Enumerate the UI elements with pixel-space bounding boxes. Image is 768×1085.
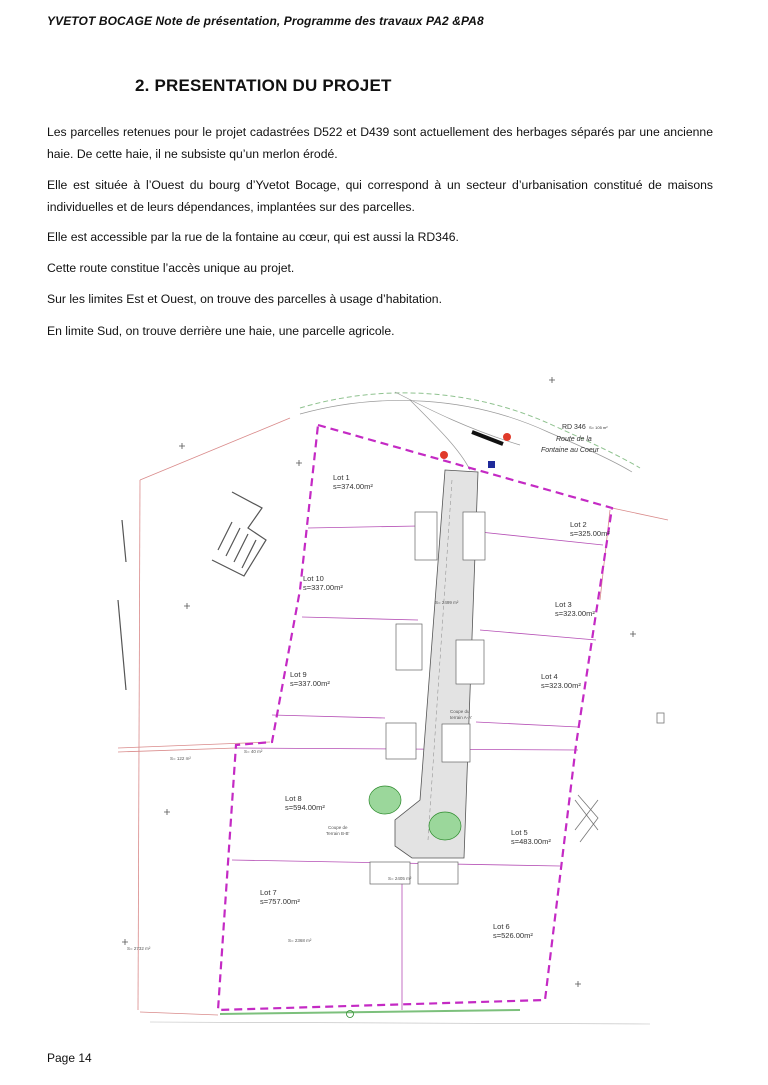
neighbour-parcels (118, 418, 668, 1015)
lot-10-name: Lot 10 (303, 574, 324, 583)
lot-8-name: Lot 8 (285, 794, 302, 803)
label-coupe-a: Coupe du (450, 709, 470, 714)
lot-7-name: Lot 7 (260, 888, 277, 897)
label-coupe-b2: Terrain B-B' (326, 831, 350, 836)
lot-9-name: Lot 9 (290, 670, 307, 679)
lot-3-area: s=323.00m² (555, 609, 595, 618)
lot-1-name: Lot 1 (333, 473, 350, 482)
lot-2-area: s=325.00m² (570, 529, 610, 538)
label-coupe-b: Coupe de (328, 825, 348, 830)
lot-4-area: s=323.00m² (541, 681, 581, 690)
label-area-2732: S= 2732 m² (127, 946, 151, 951)
lot-8-area: s=594.00m² (285, 803, 325, 812)
road-label-route: Route de la (556, 436, 592, 443)
lot-6-area: s=526.00m² (493, 931, 533, 940)
south-hedge (220, 1010, 520, 1014)
lot-10-area: s=337.00m² (303, 583, 343, 592)
label-coupe-a2: terrain A-A' (450, 715, 473, 720)
east-neighbour (575, 713, 664, 842)
label-area-40: S= 40 m² (244, 749, 263, 754)
paragraph-route: Cette route constitue l’accès unique au projet. (47, 261, 295, 275)
document-header: YVETOT BOCAGE Note de présentation, Programme des travaux PA2 &PA8 (47, 14, 484, 28)
page-number: Page 14 (47, 1051, 92, 1065)
lot-5-area: s=483.00m² (511, 837, 551, 846)
road-label-fontaine: Fontaine au Coeur (541, 447, 599, 454)
blue-point-marker (488, 461, 495, 468)
lot-1-area: s=374.00m² (333, 482, 373, 491)
paragraph-limite-sud: En limite Sud, on trouve derrière une haie, une parcelle agricole. (47, 324, 395, 338)
site-plan (115, 365, 675, 1035)
paragraph-limites-est-ouest: Sur les limites Est et Ouest, on trouve des parcelles à usage d’habitation. (47, 292, 442, 306)
road-rd346 (300, 392, 640, 472)
label-area-2405: S= 2405 m² (388, 876, 412, 881)
lot-7-area: s=757.00m² (260, 897, 300, 906)
label-area-2368: S= 2368 m² (288, 938, 312, 943)
paragraph-parcelles: Les parcelles retenues pour le projet cadastrées D522 et D439 sont actuellement des herbages séparés par une ancienne haie. De cette haie, il ne subsiste qu’un merlon érodé. (47, 125, 713, 161)
south-limit (150, 1022, 650, 1024)
road-label-area: S= 105 m² (589, 425, 608, 430)
site-plan-drawing (115, 365, 675, 1035)
lot-9-area: s=337.00m² (290, 679, 330, 688)
section-title: 2. PRESENTATION DU PROJET (135, 76, 392, 95)
paragraph-acces: Elle est accessible par la rue de la fontaine au cœur, qui est aussi la RD346. (47, 230, 459, 244)
red-point-marker-2 (440, 451, 448, 459)
label-area-122: S= 122 m² (170, 756, 191, 761)
lot-2-name: Lot 2 (570, 520, 587, 529)
label-area-2499: S= 2499 m² (435, 600, 459, 605)
lot-5-name: Lot 5 (511, 828, 528, 837)
road-label-rd346: RD 346 (562, 424, 586, 431)
lot-3-name: Lot 3 (555, 600, 572, 609)
lot-4-name: Lot 4 (541, 672, 558, 681)
red-point-marker (503, 433, 511, 441)
paragraph-situation: Elle est située à l’Ouest du bourg d’Yvetot Bocage, qui correspond à un secteur d’urbanisation constitué de maisons individuelles et de leurs dépendances, implantées sur des parcelles. (47, 178, 713, 214)
lot-6-name: Lot 6 (493, 922, 510, 931)
